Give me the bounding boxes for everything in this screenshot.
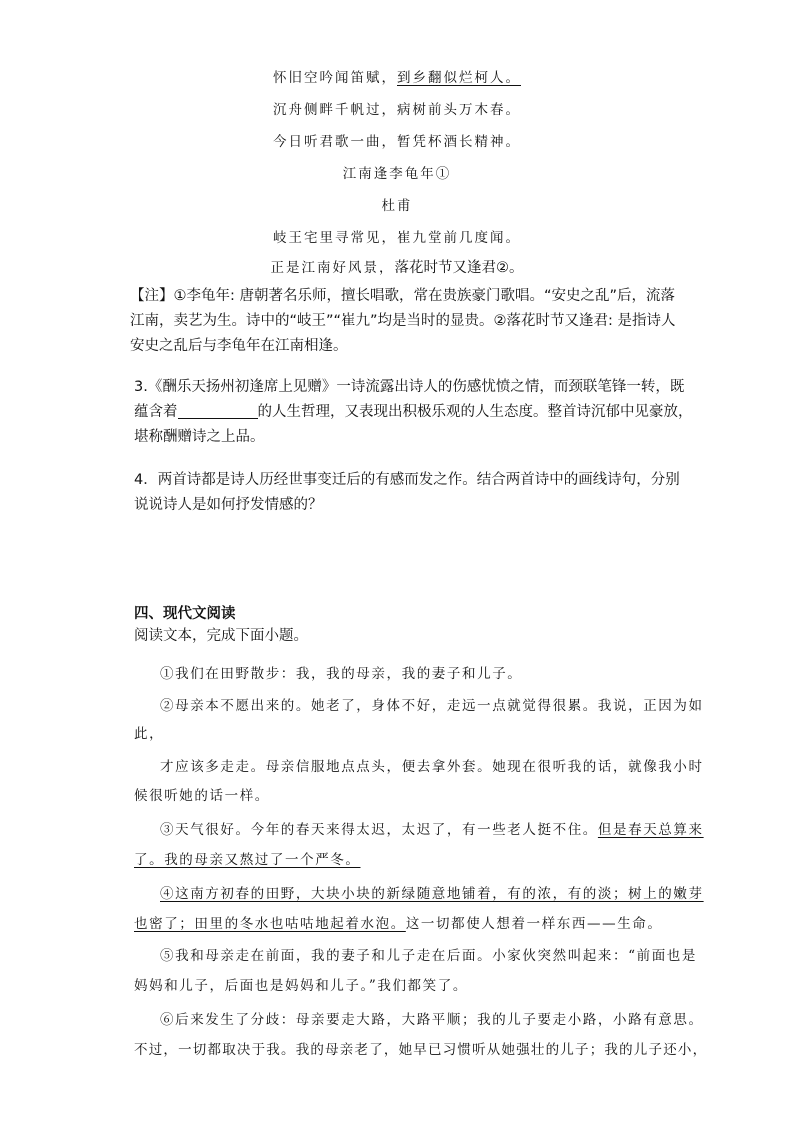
section-heading: 四、现代文阅读 <box>134 606 236 622</box>
section-instruction: 阅读文本，完成下面小题。 <box>134 628 308 644</box>
passage-p2-line4: 候很听她的话一样。 <box>134 788 270 804</box>
poem1-line1 <box>0 66 794 86</box>
passage-p6-line1: ⑥后来发生了分歧：母亲要走大路，大路平顺；我的儿子要走小路，小路有意思。 <box>160 1012 704 1028</box>
passage-p4-line1: ④这南方初春的田野，大块小块的新绿随意地铺着，有的浓，有的淡；树上的嫩芽 <box>160 886 704 902</box>
question-3 <box>134 375 694 450</box>
q3-line1: 3.《酬乐天扬州初逢席上见赠》一诗流露出诗人的伤感忧愤之情，而颈联笔锋一转，既 <box>134 379 685 395</box>
question-4 <box>134 468 694 518</box>
passage-p4-underlined: 也密了；田里的冬水也咕咕地起着水泡。 <box>134 916 406 932</box>
passage-p2-line2: 此， <box>134 726 165 742</box>
q3-line2 <box>134 400 694 425</box>
passage-p3-line1 <box>160 818 704 838</box>
passage-p4-line2 <box>134 912 663 932</box>
q4-line2: 说说诗人是如何抒发情感的？ <box>134 497 323 513</box>
passage-p5-line1: ⑤我和母亲走在前面，我的妻子和儿子走在后面。小家伙突然叫起来：“前面也是 <box>160 948 698 964</box>
annotation-note <box>130 284 690 359</box>
passage-p3-underlined: 但是春天总算来 <box>597 822 704 838</box>
passage-p5-line2: 妈妈和儿子，后面也是妈妈和儿子。”我们都笑了。 <box>134 978 468 994</box>
answer-blank[interactable] <box>178 402 258 419</box>
q3-line2-rest: 的人生哲理，又表现出积极乐观的人生态度。整首诗沉郁中见豪放， <box>257 404 693 420</box>
passage-p2-line1: ②母亲本不愿出来的。她老了，身体不好，走远一点就觉得很累。我说，正因为如 <box>160 698 704 714</box>
passage-p3-line2: 了。我的母亲又熬过了一个严冬。 <box>134 852 361 868</box>
poem2-title: 江南逢李龟年① <box>342 166 452 182</box>
poem2-author: 杜甫 <box>381 198 413 214</box>
poem2-line2 <box>0 256 794 277</box>
passage-p1: ①我们在田野散步：我，我的母亲，我的妻子和儿子。 <box>160 666 523 682</box>
poem2-line2-plain: 正是江南好风景， <box>270 260 395 276</box>
q3-line3: 堪称酬赠诗之上品。 <box>134 429 265 445</box>
q3-line2-start: 蕴含着 <box>134 404 178 420</box>
passage-p3-plain: ③天气很好。今年的春天来得太迟，太迟了，有一些老人挺不住。 <box>160 822 598 838</box>
poem1-line1-underlined: 到乡翻似烂柯人。 <box>397 70 521 86</box>
note-line1: 【注】①李龟年: 唐朝著名乐师，擅长唱歌，常在贵族豪门歌唱。“安史之乱”后，流落 <box>130 288 676 304</box>
poem2-line1: 岐王宅里寻常见，崔九堂前几度闻。 <box>273 230 521 246</box>
passage-p6-line2: 不过，一切都取决于我。我的母亲老了，她早已习惯听从她强壮的儿子；我的儿子还小， <box>134 1042 708 1058</box>
note-line2: 江南，卖艺为生。诗中的“岐王”“崔九”均是当时的显贵。②落花时节又逢君: 是指诗人 <box>130 313 676 329</box>
poem1-line2: 沉舟侧畔千帆过，病树前头万木春。 <box>273 102 521 118</box>
passage-p4-plain: 这一切都使人想着一样东西——生命。 <box>405 916 663 932</box>
poem1-line1-plain: 怀旧空吟闻笛赋， <box>273 70 397 86</box>
poem1-line3: 今日听君歌一曲，暂凭杯酒长精神。 <box>273 134 521 150</box>
note-line3: 安史之乱后与李龟年在江南相逢。 <box>130 338 348 354</box>
q4-line1: 4．两首诗都是诗人历经世事变迁后的有感而发之作。结合两首诗中的画线诗句，分别 <box>134 472 680 488</box>
poem2-line2-end: 落花时节又逢君②。 <box>394 260 524 276</box>
passage-p2-line3: 才应该多走走。母亲信服地点点头，便去拿外套。她现在很听我的话，就像我小时 <box>160 759 704 775</box>
